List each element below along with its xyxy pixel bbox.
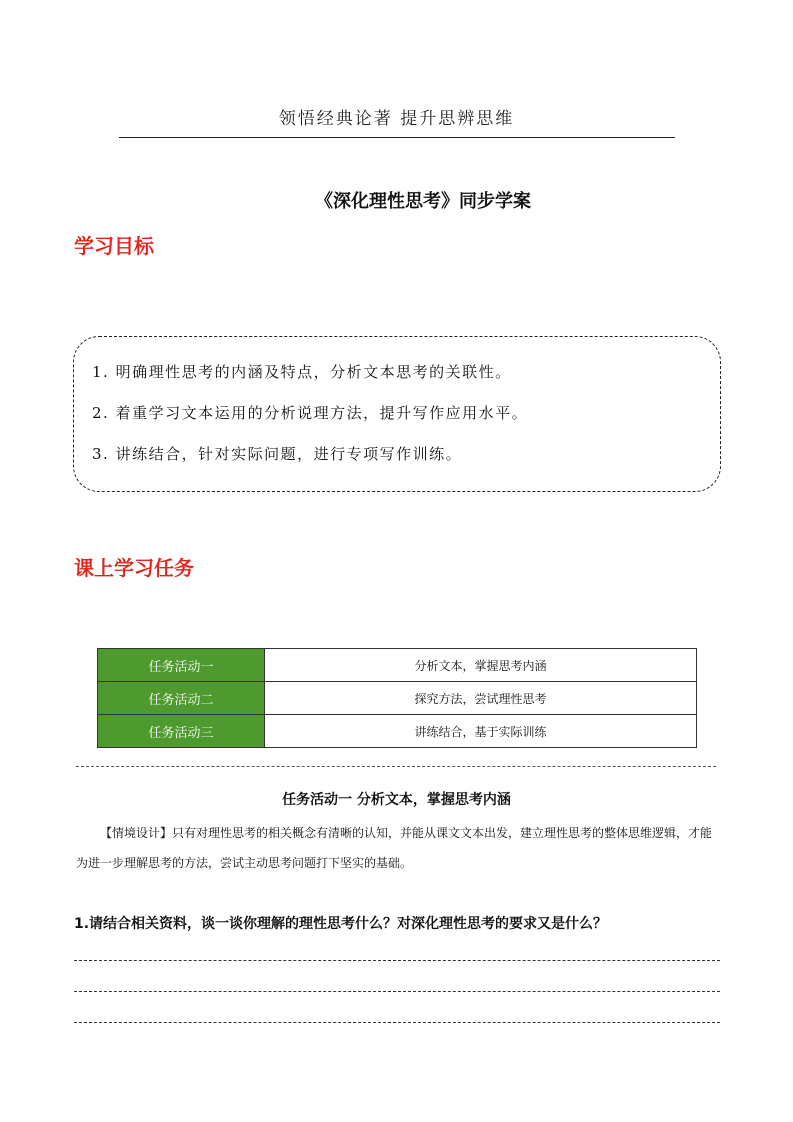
- section-separator: [76, 766, 716, 767]
- task-content: 讲练结合，基于实际训练: [265, 715, 697, 748]
- objective-item: 2. 着重学习文本运用的分析说理方法，提升写作应用水平。: [92, 404, 529, 422]
- table-row: [98, 715, 697, 748]
- table-row: [98, 649, 697, 682]
- header-title: 领悟经典论著 提升思辨思维: [278, 109, 515, 129]
- task-label: 任务活动一: [98, 649, 265, 682]
- document-title: 《深化理性思考》同步学案: [315, 191, 531, 212]
- objective-item: 1. 明确理性思考的内涵及特点，分析文本思考的关联性。: [92, 363, 512, 381]
- task-content: 探究方法，尝试理性思考: [265, 682, 697, 715]
- objectives-heading: 学习目标: [74, 234, 154, 258]
- answer-line[interactable]: [74, 991, 720, 992]
- tasks-table: [97, 648, 697, 748]
- tasks-heading: 课上学习任务: [74, 556, 194, 580]
- activity-title: 任务活动一 分析文本，掌握思考内涵: [282, 792, 511, 808]
- task-label: 任务活动二: [98, 682, 265, 715]
- objective-item: 3. 讲练结合，针对实际问题，进行专项写作训练。: [92, 445, 463, 463]
- task-content: 分析文本，掌握思考内涵: [265, 649, 697, 682]
- answer-line[interactable]: [74, 1022, 720, 1023]
- header-divider: [119, 137, 675, 138]
- task-label: 任务活动三: [98, 715, 265, 748]
- question-text: 1.请结合相关资料，谈一谈你理解的理性思考什么？对深化理性思考的要求又是什么？: [74, 916, 608, 932]
- answer-line[interactable]: [74, 960, 720, 961]
- context-paragraph: 【情境设计】只有对理性思考的相关概念有清晰的认知，并能从课文文本出发，建立理性思考的整体思维逻辑，才能为进一步理解思考的方法，尝试主动思考问题打下坚实的基础。: [76, 826, 713, 870]
- table-row: [98, 682, 697, 715]
